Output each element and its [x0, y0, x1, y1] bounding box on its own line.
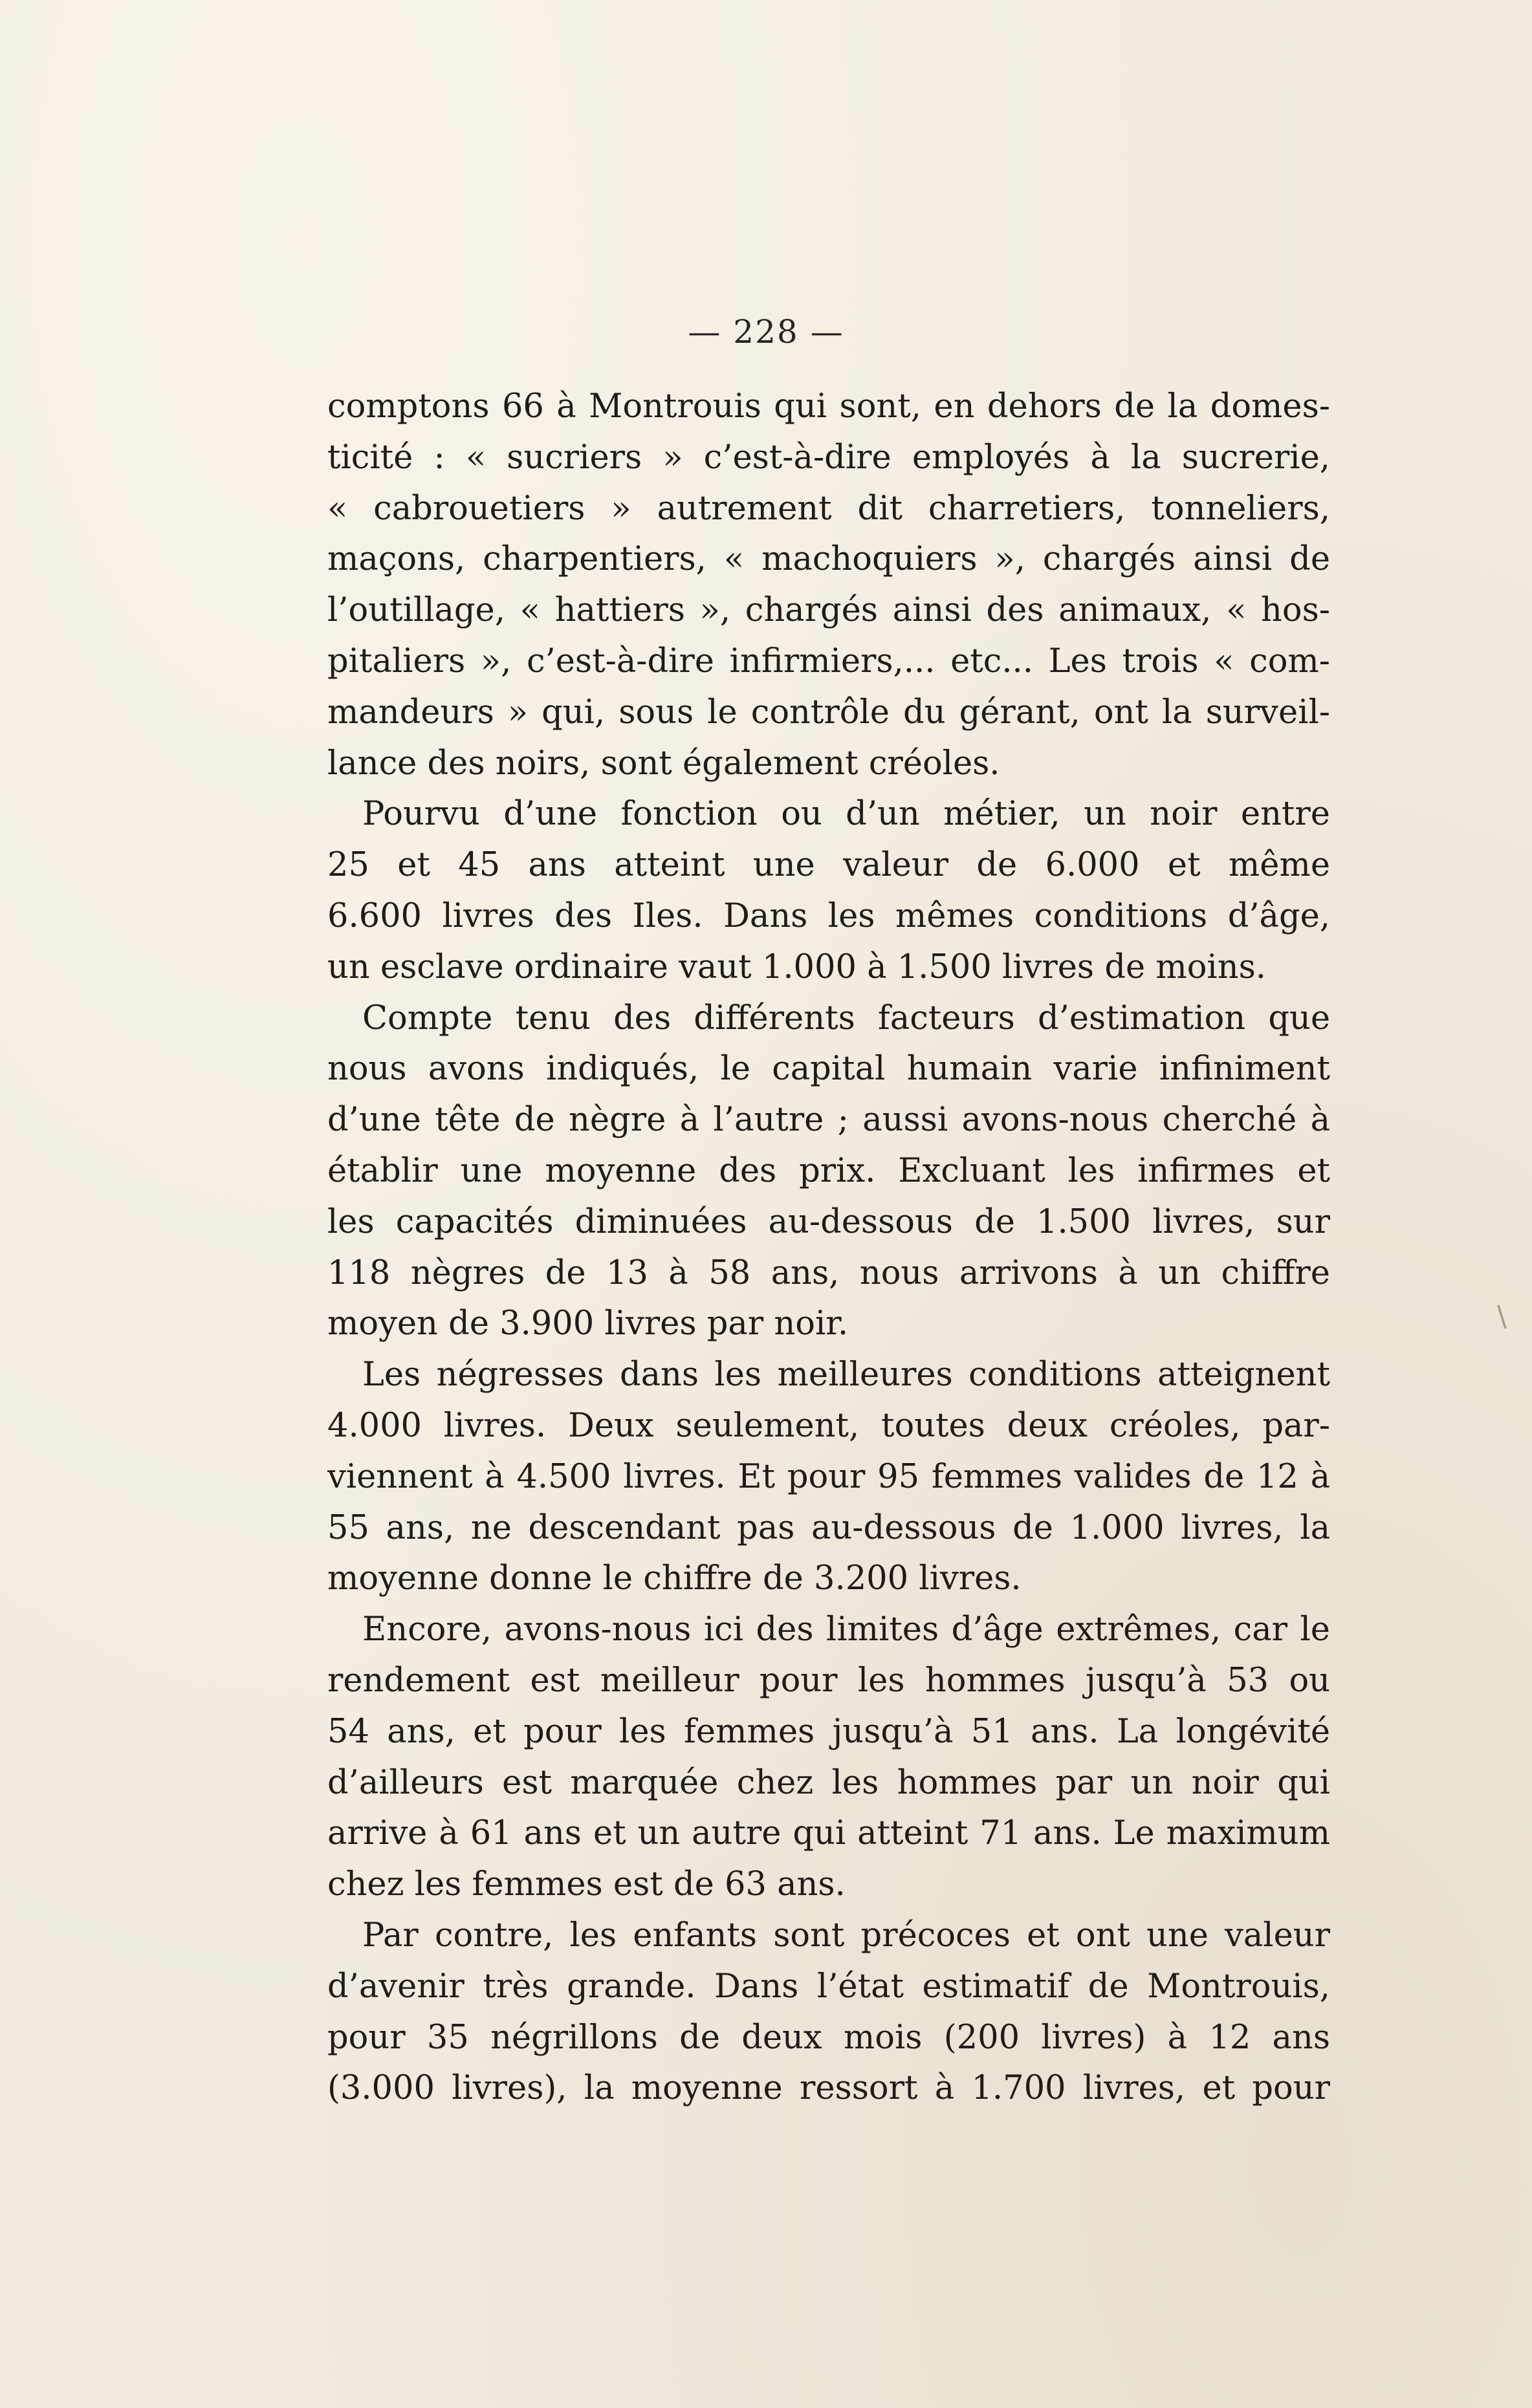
text-line: les capacités diminuées au-dessous de 1.500 livres, sur — [327, 1202, 1330, 1241]
text-line: 55 ans, ne descendant pas au-dessous de 1.000 livres, la — [327, 1508, 1330, 1547]
text-line: Compte tenu des différents facteurs d’estimation que — [362, 999, 1330, 1037]
text-line: Par contre, les enfants sont précoces et ont une valeur — [362, 1916, 1330, 1955]
text-line: l’outillage, « hattiers », chargés ainsi des animaux, « hos- — [327, 591, 1330, 630]
text-line: d’avenir très grande. Dans l’état estimatif de Montrouis, — [327, 1967, 1330, 2006]
text-line: chez les femmes est de 63 ans. — [327, 1865, 846, 1904]
text-line: nous avons indiqués, le capital humain varie infiniment — [327, 1050, 1330, 1089]
text-line: moyen de 3.900 livres par noir. — [327, 1305, 849, 1343]
text-line: moyenne donne le chiffre de 3.200 livres. — [327, 1559, 1022, 1598]
text-line: 4.000 livres. Deux seulement, toutes deux créoles, par- — [327, 1406, 1330, 1445]
text-line: viennent à 4.500 livres. Et pour 95 femmes valides de 12 à — [327, 1457, 1330, 1496]
text-line: 54 ans, et pour les femmes jusqu’à 51 ans. La longévité — [327, 1712, 1330, 1751]
text-line: « cabrouetiers » autrement dit charretiers, tonneliers, — [327, 489, 1330, 528]
page-number: — 228 — — [688, 313, 844, 351]
text-line: un esclave ordinaire vaut 1.000 à 1.500 livres de moins. — [327, 948, 1266, 986]
text-line: Encore, avons-nous ici des limites d’âge extrêmes, car le — [362, 1611, 1330, 1649]
text-line: Les négresses dans les meilleures conditions atteignent — [362, 1356, 1330, 1394]
text-line: pitaliers », c’est-à-dire infirmiers,... etc... Les trois « com- — [327, 642, 1330, 680]
body-text — [327, 382, 1330, 2114]
text-line: d’ailleurs est marquée chez les hommes par un noir qui — [327, 1763, 1330, 1802]
text-line: 6.600 livres des Iles. Dans les mêmes conditions d’âge, — [327, 896, 1330, 935]
text-line: maçons, charpentiers, « machoquiers », chargés ainsi de — [327, 540, 1330, 579]
text-line: 118 nègres de 13 à 58 ans, nous arrivons à un chiffre — [327, 1253, 1330, 1292]
text-line: établir une moyenne des prix. Excluant les infirmes et — [327, 1151, 1330, 1190]
text-line: pour 35 négrillons de deux mois (200 livres) à 12 ans — [327, 2018, 1330, 2057]
text-line: ticité : « sucriers » c’est-à-dire employés à la sucrerie, — [327, 438, 1330, 477]
text-line: Pourvu d’une fonction ou d’un métier, un noir entre — [362, 795, 1330, 834]
text-line: arrive à 61 ans et un autre qui atteint 71 ans. Le maximum — [327, 1814, 1330, 1853]
text-line: d’une tête de nègre à l’autre ; aussi avons-nous cherché à — [327, 1101, 1330, 1140]
margin-mark: \ — [1497, 1300, 1507, 1333]
text-line: mandeurs » qui, sous le contrôle du gérant, ont la surveil- — [327, 693, 1330, 732]
text-line: (3.000 livres), la moyenne ressort à 1.700 livres, et pour — [327, 2069, 1330, 2108]
text-line: comptons 66 à Montrouis qui sont, en dehors de la domes- — [327, 387, 1330, 426]
text-line: lance des noirs, sont également créoles. — [327, 744, 1000, 783]
text-line: rendement est meilleur pour les hommes jusqu’à 53 ou — [327, 1661, 1330, 1700]
text-line: 25 et 45 ans atteint une valeur de 6.000 et même — [327, 846, 1330, 885]
